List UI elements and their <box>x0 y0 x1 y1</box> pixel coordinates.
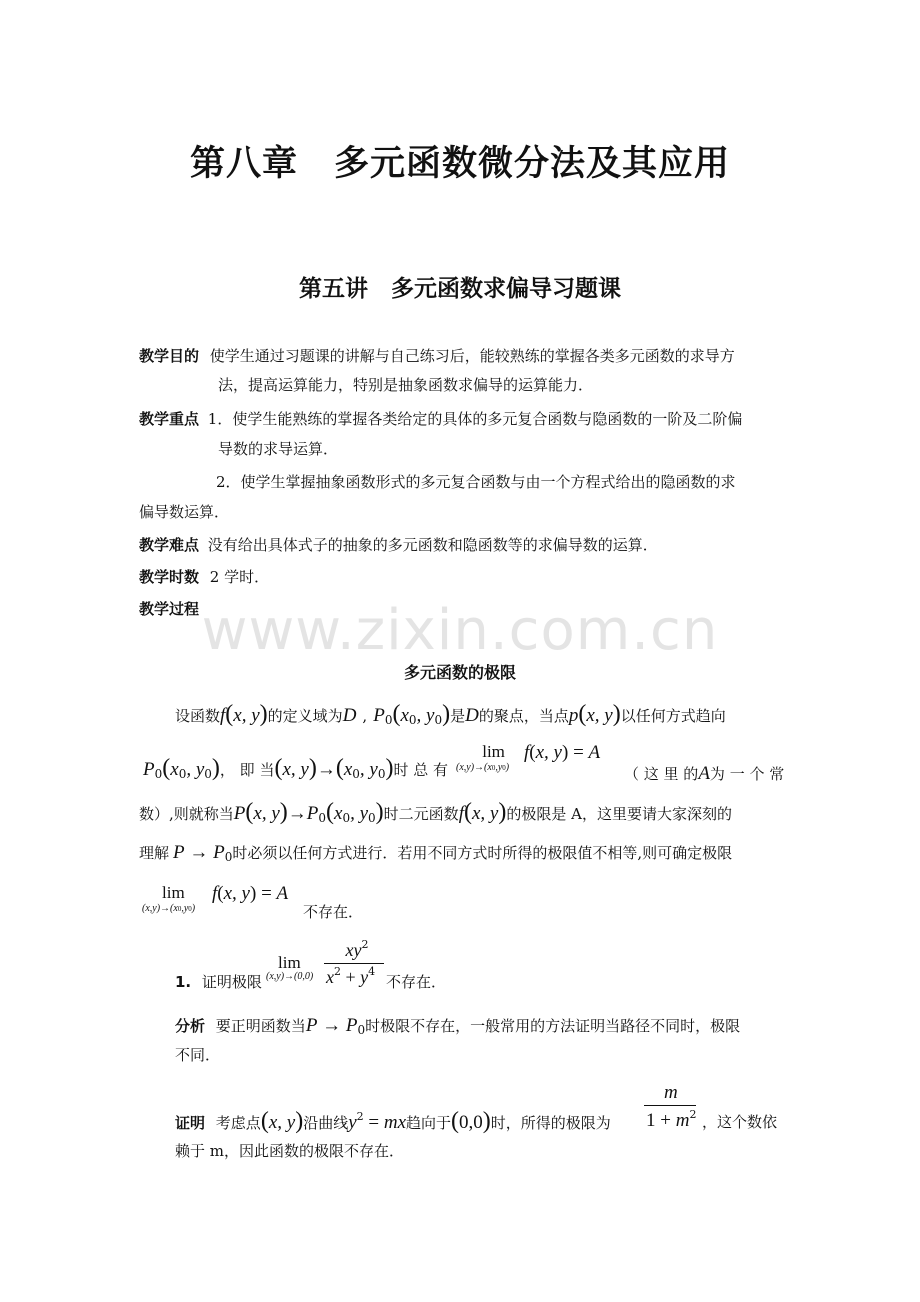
math-A: A <box>276 883 289 904</box>
analysis-line-1 <box>175 1016 740 1040</box>
math-fxy: f <box>220 705 226 726</box>
para-text: 理解 <box>139 844 170 862</box>
para-text: （ 这 里 的 <box>624 765 699 783</box>
hours-label: 教学时数 <box>139 568 200 586</box>
math-sup: 2 <box>361 938 369 951</box>
difficulty-line <box>139 535 658 555</box>
math-sub: 0 <box>178 767 187 781</box>
lim-word: lim <box>278 953 301 972</box>
math-D: D <box>465 705 479 726</box>
math-paren: ( <box>326 799 335 825</box>
fraction-bar <box>644 1105 696 1106</box>
math-sub: 0 <box>408 713 417 727</box>
para-text: 时必须以任何方式进行．若用不同方式时所得的极限值不相等,则可确定极限 <box>232 844 733 862</box>
math-paren: ( <box>392 701 401 727</box>
math-sub: 0 <box>352 767 360 781</box>
math-var: , y <box>416 705 435 726</box>
problem-text-a: 证明极限 <box>201 973 262 991</box>
para-text: 是 <box>450 707 466 725</box>
para-line-1: 设函数f(x, y)的定义域为D , $P_0(x_0$, $y_0$)是D的聚点，当点p(x, y)以任何方式趋向 <box>175 701 726 727</box>
math-sub: 0 <box>342 811 351 825</box>
math-P0: P <box>213 842 225 863</box>
proof-text-b: 沿曲线 <box>303 1114 349 1132</box>
math-sub: 0 <box>368 811 376 825</box>
math-paren: ( <box>274 755 283 781</box>
math-var: x, y <box>223 883 250 904</box>
lim-block-2 <box>142 883 196 914</box>
math-paren: ( <box>463 799 472 825</box>
para-text: ， 即 当 <box>219 761 275 779</box>
math-paren: ) <box>279 799 288 825</box>
math-P0: P <box>345 1015 358 1036</box>
math-var: x, y <box>586 705 613 726</box>
math-var: y <box>360 967 369 987</box>
lim-block-3 <box>266 953 313 982</box>
para-text: 数）,则就称当 <box>139 805 234 823</box>
frac-denominator <box>326 965 375 988</box>
math-var: x, y <box>471 803 499 824</box>
key-points-line-1 <box>139 409 742 429</box>
math-paren: ( <box>451 1108 460 1134</box>
section-title: 多元函数的极限 <box>403 663 516 682</box>
objective-line-1 <box>139 346 735 366</box>
math-P0: P <box>143 759 155 780</box>
math-var: xy <box>345 940 362 960</box>
math-paren: ( <box>529 742 536 763</box>
para-line-3 <box>139 799 732 828</box>
para-line-4 <box>139 843 732 867</box>
math-var: x, y <box>535 742 562 763</box>
proof-text-c: 趋向于 <box>406 1114 452 1132</box>
key-point-1-text-2: 导数的求导运算． <box>218 440 339 458</box>
frac-m-denominator <box>646 1108 696 1132</box>
math-paren: ( <box>225 701 234 727</box>
math-sub: 0 <box>384 713 393 727</box>
math-paren: ) <box>442 701 451 727</box>
math-A: A <box>588 742 601 763</box>
fraction-bar <box>324 963 384 964</box>
math-var: x <box>170 759 179 780</box>
lim-subscript: (x,y)→(x0,y0) <box>142 903 196 914</box>
para-line-2 <box>143 755 449 784</box>
math-var: m <box>675 1110 690 1131</box>
chapter-title: 第八章 多元函数微分法及其应用 <box>189 144 730 184</box>
analysis-text-c: 不同． <box>175 1046 221 1064</box>
hours-text: 2 学时． <box>209 568 270 586</box>
math-paren: ) <box>375 799 384 825</box>
para-text: 以任何方式趋向 <box>620 707 726 725</box>
math-paren: ) <box>385 755 394 781</box>
math-var: mx <box>383 1112 407 1133</box>
proof-text-e: ，这个数依 <box>702 1113 778 1131</box>
problem-text-b: 不存在． <box>386 973 447 991</box>
math-eq: = <box>256 883 277 904</box>
lim-word: lim <box>482 742 505 761</box>
math-paren: ) <box>482 1108 491 1134</box>
math-var: x <box>334 803 343 824</box>
problem-1-line <box>175 972 262 992</box>
math-P0: P <box>306 803 319 824</box>
math-sup: 4 <box>368 965 376 978</box>
math-arrow: → <box>317 1015 346 1036</box>
para-text: 的定义域为 <box>267 707 343 725</box>
math-eq: = <box>568 742 589 763</box>
math-paren: ) <box>211 755 220 781</box>
math-arrow: → <box>316 759 336 780</box>
frac-numerator <box>330 938 384 961</box>
math-var: x, y <box>253 803 280 824</box>
proof-text-a: 考虑点 <box>215 1114 261 1132</box>
para-text: 的聚点，当点 <box>478 707 569 725</box>
math-P: P <box>173 842 185 863</box>
math-var: m <box>664 1082 678 1103</box>
proof-text-f: 赖于 m，因此函数的极限不存在． <box>175 1142 404 1160</box>
math-sub: 0 <box>154 767 163 781</box>
watermark: www.zixin.com.cn <box>201 598 719 663</box>
math-one: 1 + <box>646 1110 676 1131</box>
para-line-2b <box>624 764 784 784</box>
math-var: x, y <box>233 705 260 726</box>
math-P: P <box>305 1015 318 1036</box>
lim-expr-1 <box>524 742 600 764</box>
math-paren: ) <box>249 883 257 904</box>
math-sub: 0 <box>318 811 327 825</box>
analysis-text-b: 时极限不存在，一般常用的方法证明当路径不同时，极限 <box>365 1017 741 1035</box>
proof-text-d: 时，所得的极限为 <box>490 1114 611 1132</box>
math-paren: ( <box>245 799 254 825</box>
problem-number: 1. <box>175 973 192 991</box>
math-P0: P <box>373 705 385 726</box>
proof-label: 证明 <box>175 1114 206 1132</box>
para-text: 为 一 个 常 <box>709 765 785 783</box>
math-f: f <box>458 803 464 824</box>
para-line-5: 不存在． <box>303 903 364 921</box>
para-text: 时 总 有 <box>393 761 449 779</box>
frac-m-numerator <box>664 1082 678 1104</box>
math-arrow: → <box>287 803 307 824</box>
math-sub: 0 <box>204 767 212 781</box>
key-points-label: 教学重点 <box>139 410 200 428</box>
math-P: P <box>233 803 246 824</box>
math-paren: ) <box>259 701 268 727</box>
math-sup: 2 <box>356 1110 364 1123</box>
math-arrow: → <box>184 842 214 863</box>
math-D: D <box>342 705 357 726</box>
math-paren: ( <box>578 701 587 727</box>
math-var: , y <box>359 759 378 780</box>
math-f: f <box>212 883 218 904</box>
math-eq: = <box>363 1112 384 1133</box>
math-f: f <box>524 742 530 763</box>
math-plus: + <box>341 967 361 987</box>
lim-subscript: (x,y)→(x0,y0) <box>456 762 510 773</box>
math-sub: 0 <box>377 767 386 781</box>
difficulty-label: 教学难点 <box>139 536 200 554</box>
math-sub: 0 <box>224 850 233 864</box>
lim-subscript: (x,y)→(0,0) <box>266 971 314 982</box>
math-sub: 0 <box>434 713 443 727</box>
proof-line-1 <box>175 1107 611 1133</box>
math-var: x <box>343 759 353 780</box>
para-text: 的极限是 A，这里要请大家深刻的 <box>506 805 732 823</box>
key-point-1-text-1: 1．使学生能熟练的掌握各类给定的具体的多元复合函数与隐函数的一阶及二阶偏 <box>207 410 743 428</box>
para-text: 设函数 <box>175 707 221 725</box>
math-var: x, y <box>282 759 309 780</box>
math-var: , y <box>350 803 369 824</box>
math-paren: ) <box>308 755 317 781</box>
hours-line <box>139 567 269 587</box>
lim-word: lim <box>162 883 185 902</box>
lim-block-1 <box>456 742 510 773</box>
key-point-2-text-1: 2．使学生掌握抽象函数形式的多元复合函数与由一个方程式给出的隐函数的求 <box>216 473 736 491</box>
math-paren: ) <box>295 1108 304 1134</box>
math-paren: ) <box>612 701 621 727</box>
objective-label: 教学目的 <box>139 347 200 365</box>
math-var: y <box>348 1112 357 1133</box>
para-text: 时二元函数 <box>383 805 459 823</box>
math-A: A <box>698 763 710 784</box>
analysis-label: 分析 <box>175 1017 206 1035</box>
math-sup: 2 <box>334 965 341 978</box>
math-sub: 0 <box>357 1023 366 1037</box>
objective-text-1: 使学生通过习题课的讲解与自己练习后，能较熟练的掌握各类多元函数的求导方 <box>209 347 735 365</box>
lim-expr-2 <box>212 883 288 905</box>
analysis-text-a: 要正明函数当 <box>215 1017 306 1035</box>
math-sup: 2 <box>689 1108 697 1121</box>
math-paren: ( <box>217 883 224 904</box>
key-point-2-text-2: 偏导数运算． <box>139 503 230 521</box>
process-label: 教学过程 <box>139 600 200 618</box>
math-paren: ( <box>335 755 344 781</box>
math-var: x, y <box>268 1112 296 1133</box>
math-paren: ( <box>162 755 171 781</box>
math-p: p <box>568 705 579 726</box>
math-paren: ( <box>260 1108 269 1134</box>
difficulty-text: 没有给出具体式子的抽象的多元函数和隐函数等的求偏导数的运算． <box>207 536 658 554</box>
math-paren: ) <box>561 742 569 763</box>
math-paren: ) <box>498 799 507 825</box>
objective-text-2: 法，提高运算能力，特别是抽象函数求偏导的运算能力． <box>218 376 594 394</box>
math-var: x <box>400 705 409 726</box>
lecture-title: 第五讲 多元函数求偏导习题课 <box>299 276 621 302</box>
math-var: x <box>326 967 334 987</box>
math-var: , y <box>186 759 205 780</box>
math-origin: 0,0 <box>459 1112 483 1133</box>
